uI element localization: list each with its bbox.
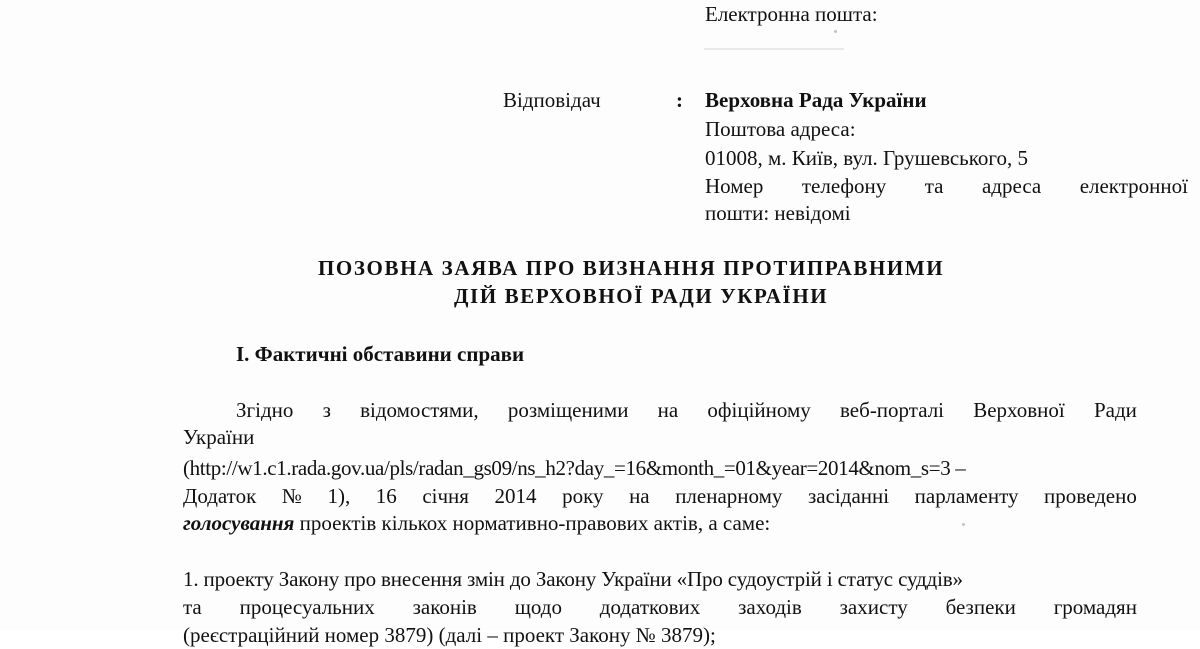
postal-label: Поштова адреса: xyxy=(705,117,856,141)
word: веб-порталі xyxy=(840,398,945,422)
word: Номер xyxy=(705,174,764,198)
scan-speck xyxy=(962,523,965,526)
word: відомостями, xyxy=(360,398,479,422)
word: року xyxy=(562,484,604,508)
word: парламенту xyxy=(914,484,1019,508)
word: та xyxy=(183,595,202,619)
word: проведено xyxy=(1044,484,1137,508)
word: громадян xyxy=(1053,595,1137,619)
paragraph-line xyxy=(183,509,770,537)
word: та xyxy=(924,174,944,198)
word: електронної xyxy=(1079,174,1188,198)
word: січня xyxy=(422,484,469,508)
list-item-line: 1. проекту Закону про внесення змін до Закону України «Про судоустрій і статус суддів» xyxy=(183,567,963,591)
word: Ради xyxy=(1093,398,1137,422)
word: щодо xyxy=(514,595,562,619)
word: Згідно xyxy=(236,398,294,422)
email-label: Електронна пошта: xyxy=(705,2,878,26)
section-heading: І. Фактичні обставини справи xyxy=(236,342,525,366)
word: адреса xyxy=(981,174,1042,198)
paragraph-line xyxy=(183,482,1137,510)
paragraph-line: України xyxy=(183,425,255,449)
phone-email-line-2: пошти: невідомі xyxy=(705,201,851,225)
emphasis-text: голосування xyxy=(183,511,295,535)
word: додаткових xyxy=(599,595,701,619)
word: розміщеними xyxy=(507,398,629,422)
word: пленарному xyxy=(675,484,783,508)
word: процесуальних xyxy=(239,595,375,619)
paragraph-text: проектів кількох нормативно-правових актів, а саме: xyxy=(294,511,771,535)
defendant-name: Верховна Рада України xyxy=(705,88,927,112)
word: телефону xyxy=(801,174,887,198)
list-item-line: (реєстраційний номер 3879) (далі – проект Закону № 3879); xyxy=(183,623,716,647)
word: засіданні xyxy=(807,484,890,508)
paragraph-line xyxy=(236,396,1137,424)
phone-email-line xyxy=(705,172,1188,200)
postal-address: 01008, м. Київ, вул. Грушевського, 5 xyxy=(705,146,1028,170)
word: з xyxy=(322,398,331,422)
redacted-mark xyxy=(704,48,844,50)
word: 16 xyxy=(375,484,397,508)
word: 2014 xyxy=(494,484,537,508)
defendant-colon: : xyxy=(676,88,683,112)
word: Додаток xyxy=(183,484,257,508)
word: 1), xyxy=(327,484,351,508)
word: захисту xyxy=(839,595,908,619)
source-url-line: (http://w1.c1.rada.gov.ua/pls/radan_gs09/ns_h2?day_=16&month_=01&year=2014&nom_s=3 – xyxy=(183,456,966,480)
defendant-label: Відповідач xyxy=(503,88,601,112)
word: заходів xyxy=(738,595,802,619)
word: № xyxy=(281,484,302,508)
word: законів xyxy=(412,595,477,619)
document-title-line-2: ДІЙ ВЕРХОВНОЇ РАДИ УКРАЇНИ xyxy=(454,284,829,308)
word: Верховної xyxy=(973,398,1065,422)
word: на xyxy=(657,398,679,422)
word: офіційному xyxy=(707,398,811,422)
word: на xyxy=(629,484,650,508)
word: безпеки xyxy=(945,595,1016,619)
document-title-line-1: ПОЗОВНА ЗАЯВА ПРО ВИЗНАННЯ ПРОТИПРАВНИМИ xyxy=(318,256,945,280)
list-item-line xyxy=(183,593,1137,621)
scan-speck xyxy=(834,30,837,33)
